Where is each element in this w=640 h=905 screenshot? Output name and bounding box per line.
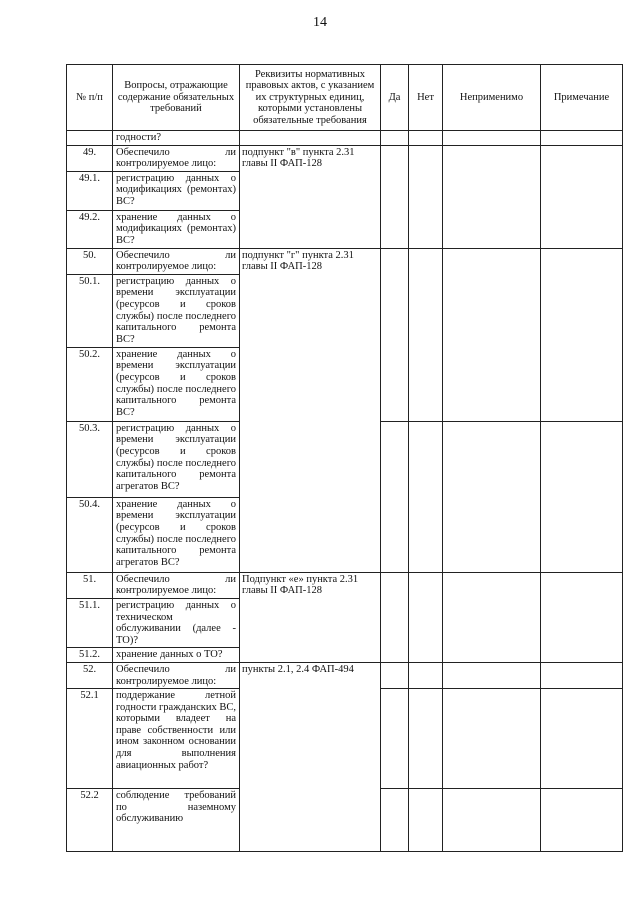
page-number: 14 bbox=[313, 15, 327, 30]
row-question: хранение данных о времени эксплуатации (ресурсов и сроков службы) после последнего капитального ремонта ВС? bbox=[113, 347, 240, 421]
yes-cell bbox=[381, 421, 409, 572]
na-cell bbox=[443, 662, 541, 688]
row-number: 51.1. bbox=[67, 598, 113, 647]
note-cell bbox=[541, 248, 623, 421]
no-cell bbox=[409, 421, 443, 572]
row-question: годности? bbox=[113, 131, 240, 146]
header-num: № п/п bbox=[67, 65, 113, 131]
no-cell bbox=[409, 662, 443, 688]
checklist-table bbox=[66, 64, 623, 852]
row-number: 50.4. bbox=[67, 497, 113, 572]
no-cell bbox=[409, 789, 443, 852]
header-row bbox=[67, 65, 623, 131]
no-cell bbox=[409, 131, 443, 146]
row-requisites bbox=[240, 131, 381, 146]
no-cell bbox=[409, 572, 443, 662]
yes-cell bbox=[381, 572, 409, 662]
yes-cell bbox=[381, 662, 409, 688]
row-number: 50. bbox=[67, 248, 113, 274]
row-question: Обеспечило ли контролируемое лицо: bbox=[113, 145, 240, 171]
table-row bbox=[67, 662, 623, 688]
row-question: хранение данных о времени эксплуатации (ресурсов и сроков службы) после последнего капитального ремонта агрегатов ВС? bbox=[113, 497, 240, 572]
header-requisites: Реквизиты нормативных правовых актов, с указанием их структурных единиц, которыми установлены обязательные требования bbox=[240, 65, 381, 131]
row-question: соблюдение требований по наземному обслуживанию bbox=[113, 789, 240, 852]
header-question: Вопросы, отражающие содержание обязательных требований bbox=[113, 65, 240, 131]
na-cell bbox=[443, 131, 541, 146]
row-question: поддержание летной годности гражданских ВС, которыми владеет на праве собственности или ином законном основании для выполнения авиационных работ? bbox=[113, 689, 240, 789]
row-number: 50.3. bbox=[67, 421, 113, 497]
row-number: 51.2. bbox=[67, 648, 113, 663]
header-yes: Да bbox=[381, 65, 409, 131]
row-requisites: подпункт "в" пункта 2.31 главы II ФАП-128 bbox=[240, 145, 381, 248]
row-number: 50.1. bbox=[67, 274, 113, 347]
na-cell bbox=[443, 145, 541, 248]
na-cell bbox=[443, 572, 541, 662]
no-cell bbox=[409, 145, 443, 248]
row-number: 52.1 bbox=[67, 689, 113, 789]
note-cell bbox=[541, 689, 623, 789]
yes-cell bbox=[381, 789, 409, 852]
row-number: 51. bbox=[67, 572, 113, 598]
row-question: регистрацию данных о модификациях (ремонтах) ВС? bbox=[113, 171, 240, 210]
table-row bbox=[67, 131, 623, 146]
note-cell bbox=[541, 421, 623, 572]
yes-cell bbox=[381, 131, 409, 146]
row-question: Обеспечило ли контролируемое лицо: bbox=[113, 572, 240, 598]
note-cell bbox=[541, 145, 623, 248]
row-number: 49.1. bbox=[67, 171, 113, 210]
no-cell bbox=[409, 689, 443, 789]
yes-cell bbox=[381, 689, 409, 789]
note-cell bbox=[541, 662, 623, 688]
no-cell bbox=[409, 248, 443, 421]
row-question: хранение данных о ТО? bbox=[113, 648, 240, 663]
row-question: регистрацию данных о времени эксплуатации (ресурсов и сроков службы) после последнего капитального ремонта агрегатов ВС? bbox=[113, 421, 240, 497]
row-requisites: Подпункт «е» пункта 2.31 главы II ФАП-128 bbox=[240, 572, 381, 662]
row-number: 50.2. bbox=[67, 347, 113, 421]
row-number: 52. bbox=[67, 662, 113, 688]
yes-cell bbox=[381, 248, 409, 421]
row-question: регистрацию данных о техническом обслуживании (далее - ТО)? bbox=[113, 598, 240, 647]
na-cell bbox=[443, 689, 541, 789]
header-no: Нет bbox=[409, 65, 443, 131]
row-requisites: подпункт "г" пункта 2.31 главы II ФАП-128 bbox=[240, 248, 381, 572]
row-question: Обеспечило ли контролируемое лицо: bbox=[113, 662, 240, 688]
row-number: 52.2 bbox=[67, 789, 113, 852]
row-number bbox=[67, 131, 113, 146]
table-row bbox=[67, 145, 623, 171]
header-na: Неприменимо bbox=[443, 65, 541, 131]
na-cell bbox=[443, 248, 541, 421]
yes-cell bbox=[381, 145, 409, 248]
note-cell bbox=[541, 131, 623, 146]
na-cell bbox=[443, 421, 541, 572]
row-question: хранение данных о модификациях (ремонтах) ВС? bbox=[113, 210, 240, 248]
row-question: Обеспечило ли контролируемое лицо: bbox=[113, 248, 240, 274]
row-number: 49. bbox=[67, 145, 113, 171]
na-cell bbox=[443, 789, 541, 852]
table-row bbox=[67, 248, 623, 274]
row-question: регистрацию данных о времени эксплуатации (ресурсов и сроков службы) после последнего капитального ремонта ВС? bbox=[113, 274, 240, 347]
row-number: 49.2. bbox=[67, 210, 113, 248]
table-row bbox=[67, 572, 623, 598]
row-requisites: пункты 2.1, 2.4 ФАП-494 bbox=[240, 662, 381, 851]
header-note: Примечание bbox=[541, 65, 623, 131]
note-cell bbox=[541, 789, 623, 852]
note-cell bbox=[541, 572, 623, 662]
